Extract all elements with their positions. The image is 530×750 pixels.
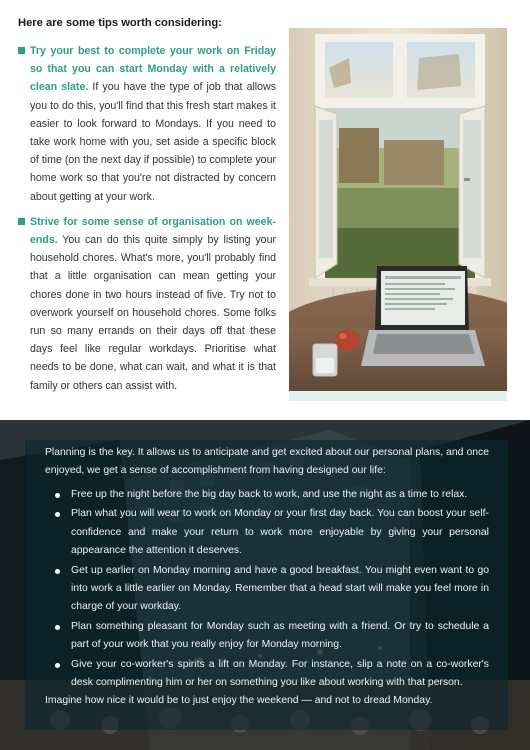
list-item <box>45 486 489 504</box>
list-item-text: Give your co-worker's spirits a lift on Monday. For instance, slip a note on a co-worker's desk complimenting him or her on something you like about working with that person. <box>71 658 489 689</box>
tip-body: You can do this quite simply by listing your household chores. What's more, you'll probably find that a little organisation can mean getting your chores done in two hours instead of five. Try not to overwork yourself on household chores. Some folks run so many errands on their days off that these days feel like regular workdays. Prioritise what needs to be done, what can wait, and what it is that family or others can assist with. <box>30 234 276 392</box>
list-item <box>45 618 489 655</box>
list-item <box>45 562 489 617</box>
square-bullet-icon <box>18 218 25 225</box>
tip-item <box>18 213 276 395</box>
bullet-dot-icon <box>55 569 60 574</box>
tip-item <box>18 42 276 206</box>
bullet-dot-icon <box>55 493 60 498</box>
list-item <box>45 505 489 560</box>
section-heading: Here are some tips worth considering: <box>18 17 222 29</box>
tip-text <box>30 213 276 395</box>
list-item-text: Get up earlier on Monday morning and have a good breakfast. You might even want to go into work a little earlier on Monday. Remember that a head start will make you feel more in charge of your workday. <box>71 564 489 613</box>
list-item-text: Plan something pleasant for Monday such as meeting with a friend. Or try to schedule a part of your work that you really enjoy for Monday morning. <box>71 620 489 651</box>
photo-frame <box>289 28 507 401</box>
planning-bullets <box>45 486 489 693</box>
list-item-text: Plan what you will wear to work on Monday or your first day back. You can boost your self-confidence and make your return to work more enjoyable by giving your personal appearance the attention it deserves. <box>71 508 489 557</box>
tips-list <box>18 42 276 402</box>
tip-body: If you have the type of job that allows you to do this, you'll find that this fresh start makes it easier to look forward to Mondays. If you need to take work home with you, set aside a specific block of time (on the next day if possible) to complete your home work so that you're not distracted by concern about getting at your work. <box>30 81 277 203</box>
bullet-dot-icon <box>55 625 60 630</box>
list-item <box>45 656 489 693</box>
bullet-dot-icon <box>55 512 60 517</box>
tip-lead: Strive for some sense of organisation on week-ends. <box>30 215 276 247</box>
window-laptop-photo <box>289 28 507 391</box>
planning-section <box>0 420 530 750</box>
closing-text: Imagine how nice it would be to just enjoy the weekend — and not to dread Monday. <box>45 695 433 706</box>
tip-lead: Try your best to complete your work on Friday so that you can start Monday with a relatively clean slate. <box>30 45 276 94</box>
bullet-dot-icon <box>55 663 60 668</box>
tip-text <box>30 42 276 206</box>
square-bullet-icon <box>18 47 25 54</box>
list-item-text: Free up the night before the big day back to work, and use the night as a time to relax. <box>71 489 468 500</box>
planning-intro: Planning is the key. It allows us to anticipate and get excited about our personal plans, and once enjoyed, we get a sense of accomplishment from having designed our life: <box>45 447 489 477</box>
